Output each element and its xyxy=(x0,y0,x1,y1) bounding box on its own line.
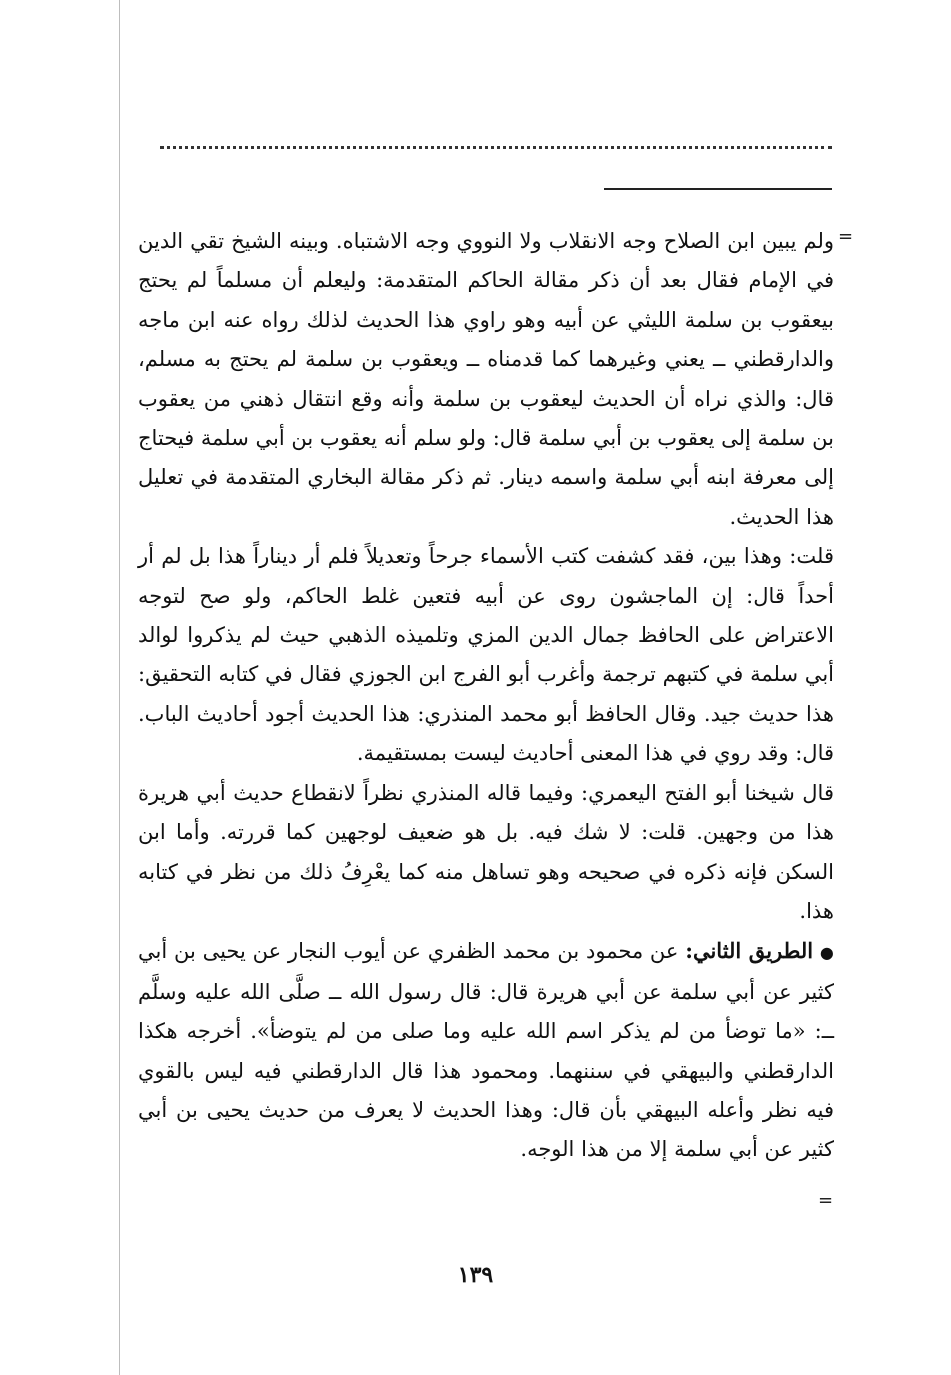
footnote-rule xyxy=(604,188,832,190)
bullet-icon: ● xyxy=(819,943,834,963)
page-gutter-line xyxy=(119,0,120,1375)
paragraph-3: قال شيخنا أبو الفتح اليعمري: وفيما قاله المنذري نظراً لانقطاع حديث أبي هريرة هذا من وجهين. قلت: لا شك فيه. بل هو ضعيف لوجهين كما قررته. وأما ابن السكن فإنه ذكره في صحيحه وهو تساهل منه كما يعْرِفُ ذلك من نظر في كتابه هذا. xyxy=(138,780,834,923)
page-number: ١٣٩ xyxy=(457,1262,494,1288)
paragraph-1: ولم يبين ابن الصلاح وجه الانقلاب ولا النووي وجه الاشتباه. وبينه الشيخ تقي الدين في الإمام فقال بعد أن ذكر مقالة الحاكم المتقدمة: وليعلم أن مسلماً لم يحتج بيعقوب بن سلمة الليثي عن أبيه وهو راوي هذا الحديث لذلك رواه عنه ابن ماجه والدارقطني ــ يعني وغيرهما كما قدمناه ــ ويعقوب بن سلمة لم يحتج به مسلم، قال: والذي نراه أن الحديث ليعقوب بن سلمة وأنه وقع انتقال ذهني من يعقوب بن سلمة إلى يعقوب بن أبي سلمة قال: ولو سلم أنه يعقوب بن أبي سلمة فيحتاج إلى معرفة ابنه أبي سلمة واسمه دينار. ثم ذكر مقالة البخاري المتقدمة في تعليل هذا الحديث. xyxy=(138,229,834,529)
continuation-mark-bottom: = xyxy=(818,1190,834,1211)
paragraph-2: قلت: وهذا بين، فقد كشفت كتب الأسماء جرحاً وتعديلاً فلم أر ديناراً هذا بل لم أر أحداً قال: إن الماجشون روى عن أبيه فتعين غلط الحاكم، ولو صح لتوجه الاعتراض على الحافظ جمال الدين المزي وتلميذه الذهبي حيث لم يذكروا لوالد أبي سلمة في كتبهم ترجمة وأغرب أبو الفرج ابن الجوزي فقال في كتابه التحقيق: هذا حديث جيد. وقال الحافظ أبو محمد المنذري: هذا الحديث أجود أحاديث الباب. قال: وقد روي في هذا المعنى أحاديث ليست بمستقيمة. xyxy=(138,544,834,766)
paragraph-4-body: عن محمود بن محمد الظفري عن أيوب النجار عن يحيى بن أبي كثير عن أبي سلمة عن أبي هريرة قال: قال رسول الله ــ صلَّى الله عليه وسلَّم ــ: «ما توضأ من لم يذكر اسم الله عليه وما صلى من لم يتوضأ». أخرجه هكذا الدارقطني والبيهقي في سننهما. ومحمود هذا قال الدارقطني فيه ليس بالقوي فيه نظر وأعله البيهقي بأن قال: وهذا الحديث لا يعرف من حديث يحيى بن أبي كثير عن أبي سلمة إلا من هذا الوجه. xyxy=(138,939,834,1162)
section-heading: الطريق الثاني: xyxy=(685,938,814,964)
dotted-separator xyxy=(160,146,832,149)
paragraph-4 xyxy=(138,931,834,1169)
continuation-mark-top: = xyxy=(838,226,854,247)
footnote-text xyxy=(138,222,834,1170)
